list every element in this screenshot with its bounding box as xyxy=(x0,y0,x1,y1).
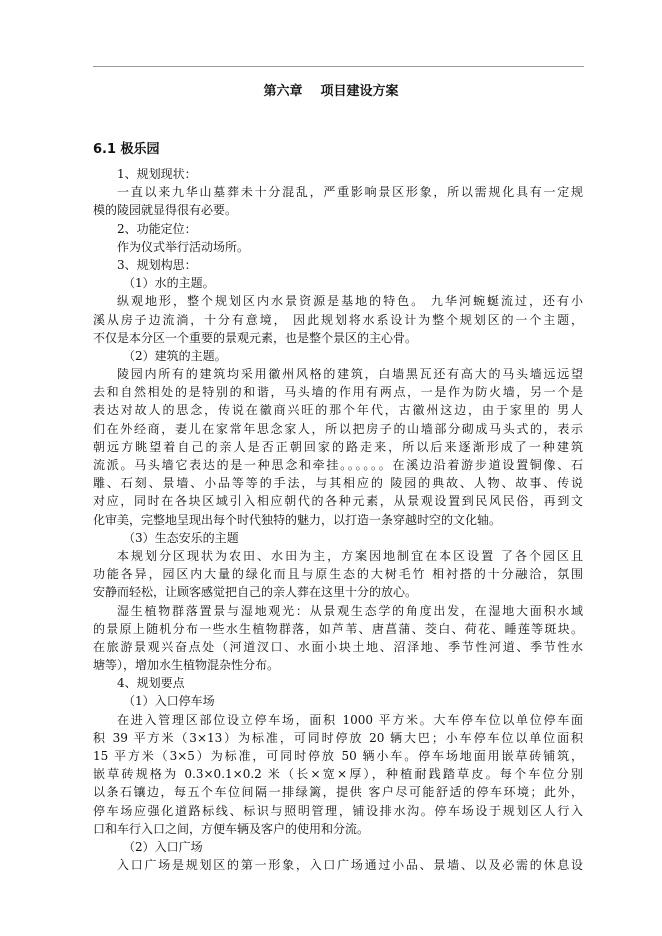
text-line: 作为仪式举行活动场所。 xyxy=(117,239,250,254)
text-line: 朝远方眺望着自己的亲人是否正朝回家的路走来，所以后来逐渐形成了一种建筑 xyxy=(93,439,583,454)
text-line: 功能各异，园区内大量的绿化而且与原生态的大树毛竹 相衬搭的十分融洽，氛围 xyxy=(93,567,583,582)
text-line: 对应，同时在各块区域引入相应朝代的各种元素，从景观设置到民风民俗，再到文 xyxy=(93,494,583,509)
text-line: 化审美，完整地呈现出每个时代独特的魅力，以打造一条穿越时空的文化轴。 xyxy=(93,512,502,527)
text-line: 停车场应强化道路标线、标识与照明管理，铺设排水沟。停车场设于规划区人行入 xyxy=(93,803,583,818)
text-line: 模的陵园就显得很有必要。 xyxy=(93,203,238,218)
text-line: 入口广场是规划区的第一形象，入口广场通过小品、景墙、以及必需的休息设 xyxy=(117,858,583,873)
text-line: 口和车行入口之间，方便车辆及客户的使用和分流。 xyxy=(93,821,370,836)
text-line: 的景原上随机分布一些水生植物群落，如芦苇、唐菖蒲、茭白、荷花、睡莲等斑块。 xyxy=(93,621,583,636)
text-line: 表达对故人的思念，传说在徽商兴旺的那个年代，古徽州这边，由于家里的 男人 xyxy=(93,403,583,418)
text-line: 不仅是本分区一个重要的景观元素，也是整个景区的主心骨。 xyxy=(93,330,418,345)
text-line: 1、规划现状： xyxy=(117,167,197,181)
text-line: 以条石镶边，每五个车位间隔一排绿篱，提供 客户尽可能舒适的停车环境；此外， xyxy=(93,785,583,800)
header-rule xyxy=(93,66,584,67)
text-line: 嵌草砖规格为 0.3×0.1×0.2 米（长×宽×厚），种植耐践踏草皮。每个车位分别 xyxy=(93,767,583,782)
body-text xyxy=(93,165,583,874)
text-line: 一直以来九华山墓葬未十分混乱，严重影响景区形象，所以需规化具有一定规 xyxy=(117,185,583,200)
text-line: 在旅游景观兴奋点处（河道汊口、水面小块土地、沼泽地、季节性河道、季节性水 xyxy=(93,639,583,654)
text-line: 雕、石刻、景墙、小品等等的手法，与其相应的 陵园的典故、人物、故事、传说 xyxy=(93,476,583,491)
text-line: 去和自然相处的是特别的和谐，马头墙的作用有两点，一是作为防火墙，另一个是 xyxy=(93,385,583,400)
text-line: 3、规划构思： xyxy=(117,257,197,272)
text-line: （2）建筑的主题。 xyxy=(123,348,227,363)
chapter-title: 第六章 项目建设方案 xyxy=(263,84,399,99)
text-line: 湿生植物群落置景与湿地观光：从景观生态学的角度出发，在湿地大面积水域 xyxy=(117,603,583,618)
text-line: 流派。马头墙它表达的是一种思念和牵挂。。。。。。在溪边沿着游步道设置铜像、石 xyxy=(93,458,583,472)
text-line: 安静而轻松，让顾客感觉把自己的亲人葬在这里十分的放心。 xyxy=(93,585,418,600)
text-line: 溪从房子边流淌，十分有意境， 因此规划将水系设计为整个规划区的一个主题， xyxy=(93,312,583,327)
text-line: （1）入口停车场 xyxy=(123,694,215,709)
text-line: 们在外经商，妻儿在家常年思念家人，所以把房子的山墙部分砌成马头式的，表示 xyxy=(93,421,583,436)
text-line: 15 平方米（3×5）为标准，可同时停放 50 辆小车。停车场地面用嵌草砖铺筑， xyxy=(93,749,583,763)
text-line: （2）入口广场 xyxy=(123,839,203,854)
text-line: （3）生态安乐的主题 xyxy=(123,530,239,545)
text-line: 积 39 平方米（3×13）为标准，可同时停放 20 辆大巴；小车停车位以单位面积 xyxy=(93,730,583,745)
text-line: 本规划分区现状为农田、水田为主，方案因地制宜在本区设置 了各个园区且 xyxy=(117,548,583,563)
section-heading: 6.1 极乐园 xyxy=(93,142,160,157)
text-line: 纵观地形，整个规划区内水景资源是基地的特色。 九华河蜿蜒流过，还有小 xyxy=(117,294,583,309)
text-line: 2、功能定位： xyxy=(117,221,197,236)
text-line: 塘等），增加水生植物混杂性分布。 xyxy=(93,658,280,673)
text-line: （1）水的主题。 xyxy=(123,276,215,291)
text-line: 陵园内所有的建筑均采用徽州风格的建筑，白墙黑瓦还有高大的马头墙远远望 xyxy=(117,367,583,382)
text-line: 4、规划要点 xyxy=(117,676,185,691)
text-line: 在进入管理区部位设立停车场，面积 1000 平方米。大车停车位以单位停车面 xyxy=(117,712,583,727)
